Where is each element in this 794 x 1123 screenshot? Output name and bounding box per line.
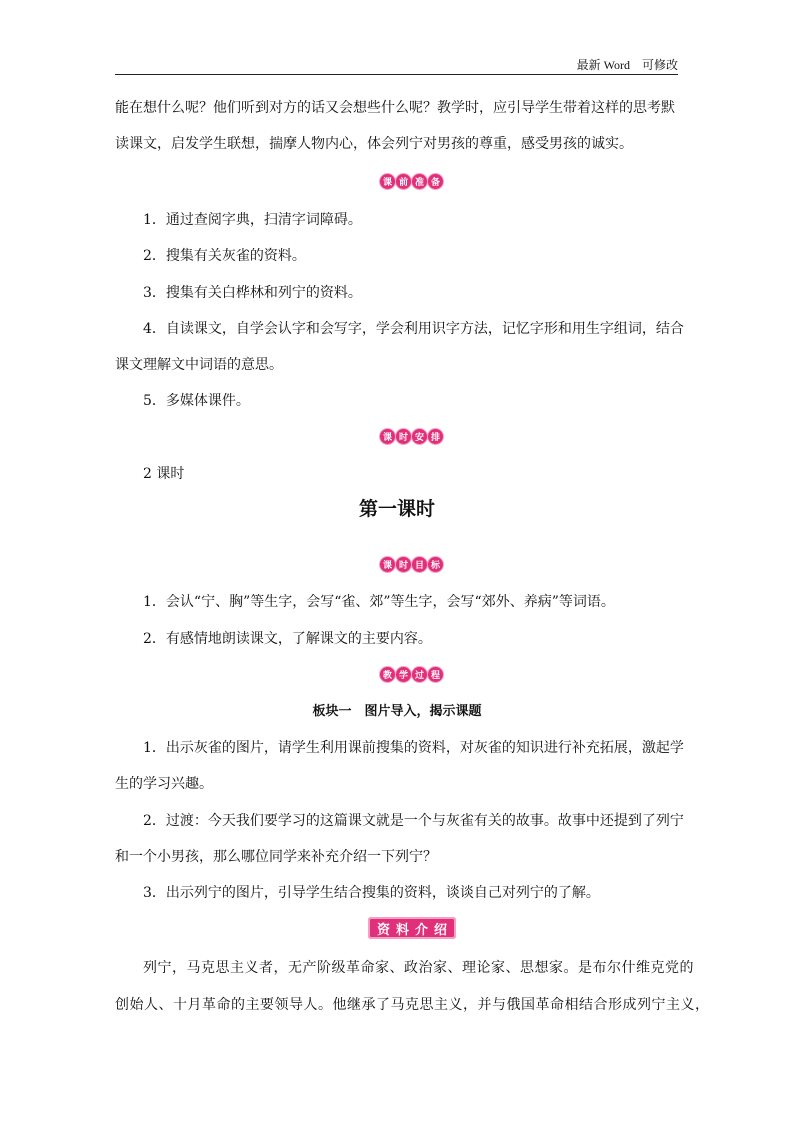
goal-item-2: 2．有感情地朗读课文，了解课文的主要内容。 bbox=[143, 631, 432, 647]
badge-char: 目 bbox=[412, 557, 427, 572]
badge-char: 前 bbox=[396, 174, 411, 189]
badge-char: 备 bbox=[428, 174, 443, 189]
goals-section-badge bbox=[380, 557, 443, 573]
info-line-1: 列宁，马克思主义者，无产阶级革命家、政治家、理论家、思想家。是布尔什维克党的 bbox=[143, 960, 694, 976]
badge-char: 标 bbox=[428, 557, 443, 572]
process-item-3: 3．出示列宁的图片，引导学生结合搜集的资料，谈谈自己对列宁的了解。 bbox=[143, 885, 600, 901]
badge-char: 准 bbox=[412, 174, 427, 189]
info-ribbon-label: 资料介绍 bbox=[376, 922, 453, 938]
info-line-2: 创始人、十月革命的主要领导人。他继承了马克思主义，并与俄国革命相结合形成列宁主义， bbox=[115, 997, 710, 1013]
badge-char: 课 bbox=[380, 557, 395, 572]
badge-char: 课 bbox=[380, 429, 395, 444]
prep-item-1: 1．通过查阅字典，扫清字词障碍。 bbox=[143, 212, 362, 228]
info-ribbon bbox=[368, 917, 456, 939]
badge-char: 时 bbox=[396, 557, 411, 572]
header-text: 最新 Word 可修改 bbox=[576, 58, 678, 72]
block-title: 板块一 图片导入，揭示课题 bbox=[312, 704, 482, 719]
badge-char: 排 bbox=[428, 429, 443, 444]
prep-item-2: 2．搜集有关灰雀的资料。 bbox=[143, 248, 306, 264]
badge-char: 时 bbox=[396, 429, 411, 444]
process-item-2: 2．过渡：今天我们要学习的这篇课文就是一个与灰雀有关的故事。故事中还提到了列宁 bbox=[143, 813, 684, 829]
intro-line-2: 读课文，启发学生联想，揣摩人物内心，体会列宁对男孩的尊重，感受男孩的诚实。 bbox=[115, 136, 633, 152]
intro-line-1: 能在想什么呢？他们听到对方的话又会想些什么呢？教学时，应引导学生带着这样的思考默 bbox=[115, 100, 675, 116]
badge-char: 程 bbox=[428, 667, 443, 682]
badge-char: 课 bbox=[380, 174, 395, 189]
prep-item-3: 3．搜集有关白桦林和列宁的资料。 bbox=[143, 285, 362, 301]
process-item-2-cont: 和一个小男孩，那么哪位同学来补充介绍一下列宁？ bbox=[115, 849, 437, 865]
badge-char: 过 bbox=[412, 667, 427, 682]
badge-char: 学 bbox=[396, 667, 411, 682]
prep-item-5: 5．多媒体课件。 bbox=[143, 393, 250, 409]
schedule-text: 2 课时 bbox=[143, 466, 185, 482]
process-item-1-cont: 生的学习兴趣。 bbox=[115, 776, 213, 792]
prep-item-4: 4．自读课文，自学会认字和会写字，学会利用识字方法，记忆字形和用生字组词，结合 bbox=[143, 321, 684, 337]
process-section-badge bbox=[380, 667, 443, 683]
badge-char: 安 bbox=[412, 429, 427, 444]
prep-item-4-cont: 课文理解文中词语的意思。 bbox=[115, 357, 283, 373]
lesson-title: 第一课时 bbox=[358, 498, 435, 520]
badge-char: 教 bbox=[380, 667, 395, 682]
prep-section-badge bbox=[380, 174, 443, 190]
goal-item-1: 1．会认“宁、胸”等生字，会写“雀、郊”等生字，会写“郊外、养病”等词语。 bbox=[143, 594, 615, 610]
page-header bbox=[115, 58, 678, 75]
process-item-1: 1．出示灰雀的图片，请学生利用课前搜集的资料，对灰雀的知识进行补充拓展，激起学 bbox=[143, 740, 684, 756]
schedule-section-badge bbox=[380, 429, 443, 445]
